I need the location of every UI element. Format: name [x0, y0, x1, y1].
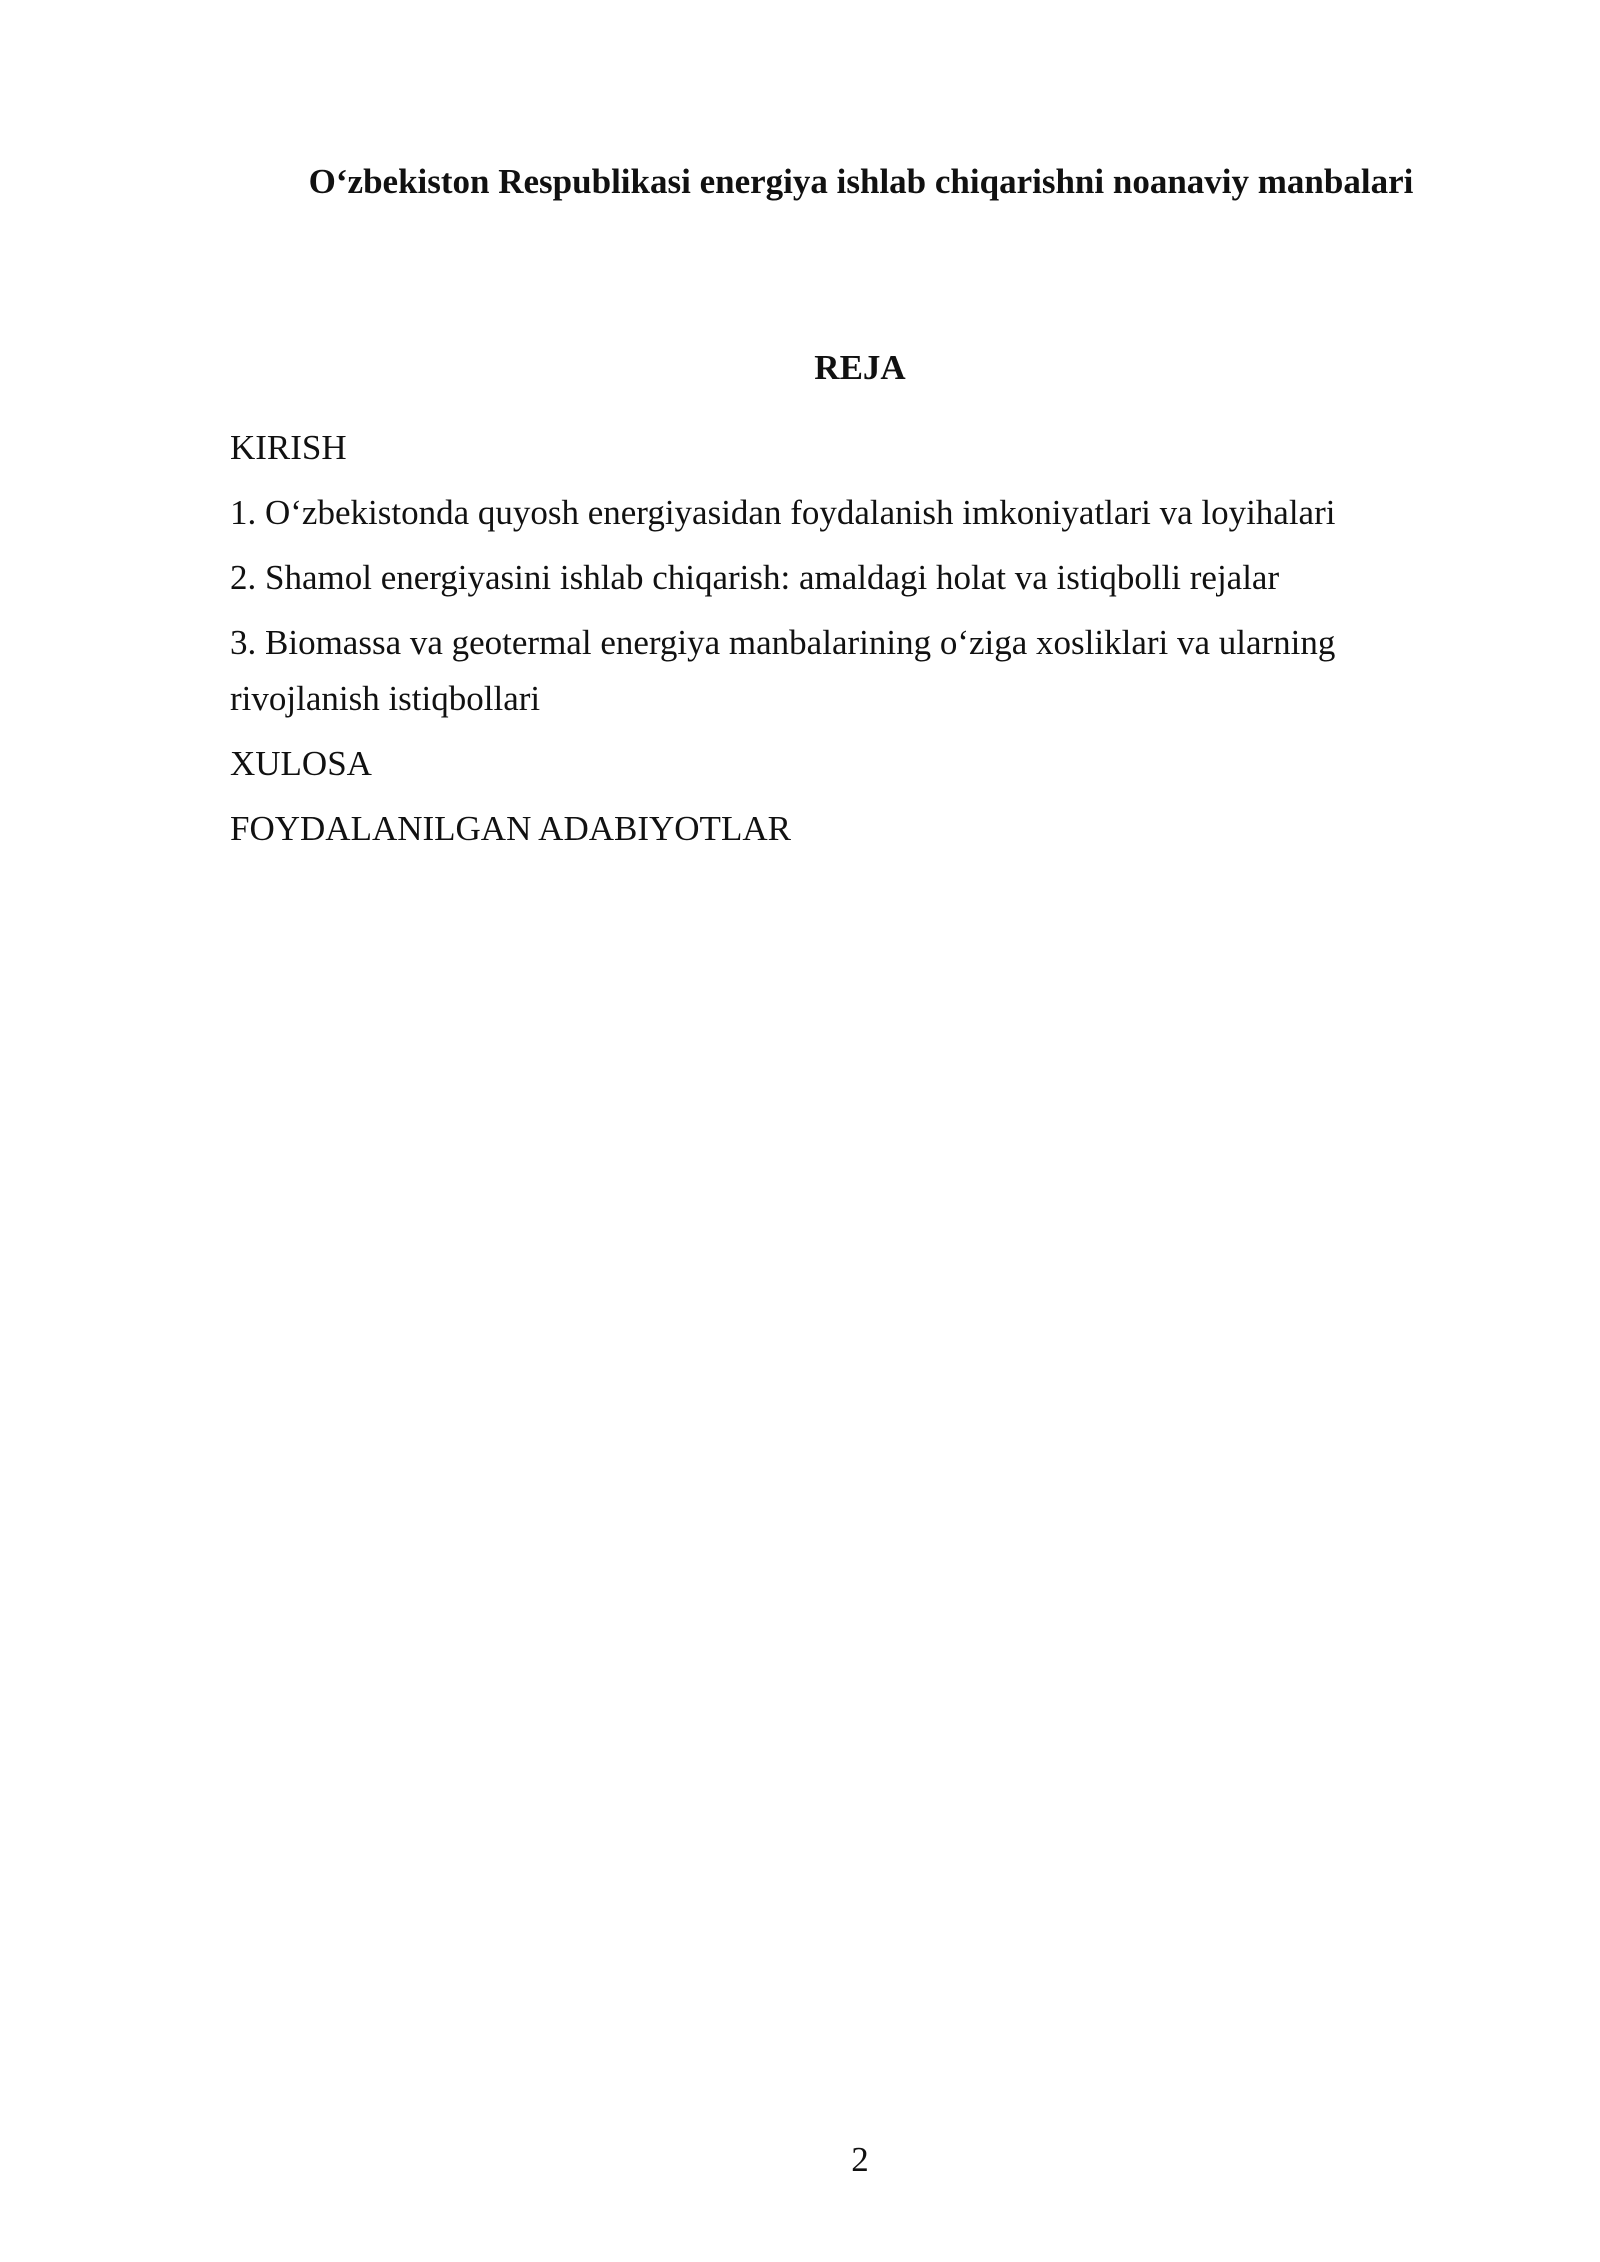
- plan-item-solar-energy: 1. O‘zbekistonda quyosh energiyasidan foydalanish imkoniyatlari va loyihalari: [230, 493, 1336, 532]
- plan-heading: REJA: [814, 348, 906, 387]
- document-title: O‘zbekiston Respublikasi energiya ishlab chiqarishni noanaviy manbalari: [308, 162, 1414, 201]
- plan-list: [230, 420, 1470, 866]
- plan-item-references: FOYDALANILGAN ADABIYOTLAR: [230, 809, 791, 848]
- plan-item-introduction: KIRISH: [230, 428, 347, 467]
- plan-item-biomass-geothermal: 3. Biomassa va geotermal energiya manbalarining o‘ziga xosliklari va ularning rivojlanish istiqbollari: [230, 623, 1336, 718]
- plan-item-wind-energy: 2. Shamol energiyasini ishlab chiqarish: amaldagi holat va istiqbolli rejalar: [230, 558, 1280, 597]
- plan-item-conclusion: XULOSA: [230, 744, 372, 783]
- page-number: 2: [851, 2140, 869, 2179]
